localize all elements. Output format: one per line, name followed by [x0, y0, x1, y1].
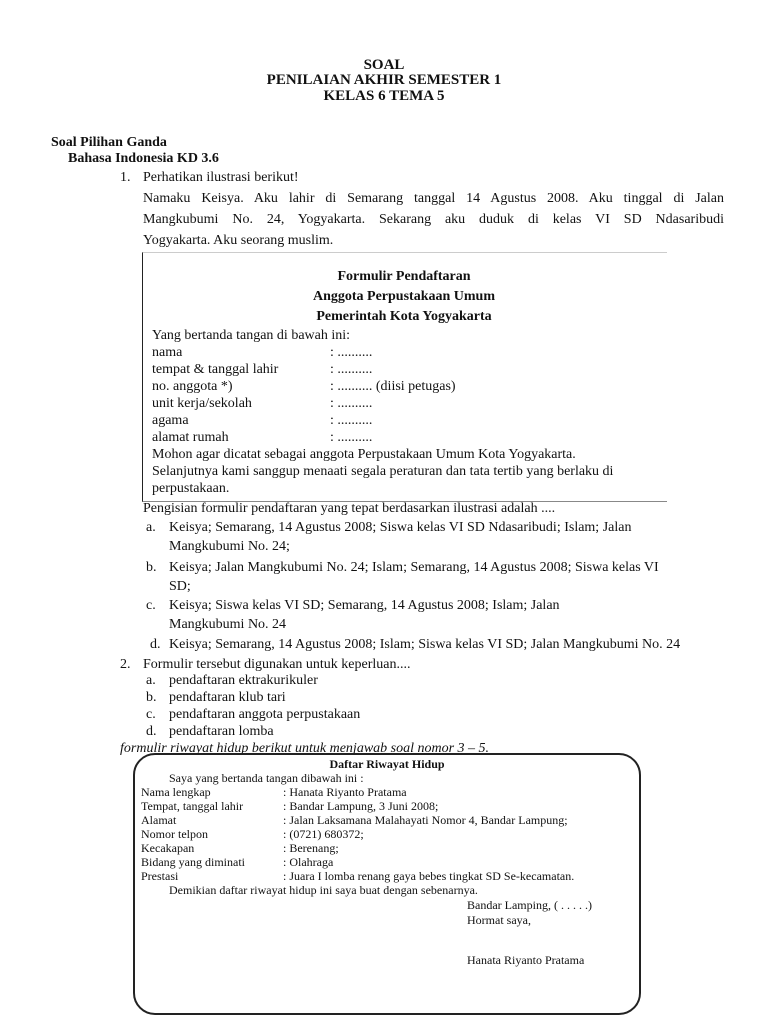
q2-number: 2. [120, 657, 131, 672]
option-text: Keisya; Jalan Mangkubumi No. 24; Islam; Semarang, 14 Agustus 2008; Siswa kelas VI [169, 560, 659, 575]
option-text: Keisya; Semarang, 14 Agustus 2008; Islam; Siswa kelas VI SD; Jalan Mangkubumi No. 24 [169, 637, 681, 652]
option-letter: a. [146, 520, 156, 535]
form-field-value: : .......... (diisi petugas) [330, 379, 456, 394]
form-closing: perpustakaan. [152, 481, 230, 496]
form-field-value: : .......... [330, 345, 373, 360]
cv-field-label: Alamat [141, 813, 177, 827]
cv-title: Daftar Riwayat Hidup [329, 757, 445, 771]
form-title: Anggota Perpustakaan Umum [312, 289, 495, 304]
option-text: SD; [169, 579, 191, 594]
doc-subtitle: PENILAIAN AKHIR SEMESTER 1 [266, 72, 502, 88]
option-letter: c. [146, 598, 156, 613]
form-field-label: nama [152, 345, 183, 360]
q2-question: Formulir tersebut digunakan untuk keperluan.... [143, 657, 411, 672]
option-text: Mangkubumi No. 24; [169, 539, 290, 554]
cv-field-value: : (0721) 680372; [283, 827, 364, 841]
cv-field-value: : Bandar Lampung, 3 Juni 2008; [283, 799, 439, 813]
instruction-note: formulir riwayat hidup berikut untuk menjawab soal nomor 3 – 5. [120, 741, 490, 756]
cv-place-date: Bandar Lamping, ( . . . . .) [467, 898, 592, 912]
option-letter: d. [150, 637, 161, 652]
form-title: Pemerintah Kota Yogyakarta [316, 309, 492, 324]
q1-passage-line: Namaku Keisya. Aku lahir di Semarang tanggal 14 Agustus 2008. Aku tinggal di Jalan [143, 191, 724, 206]
option-text: Mangkubumi No. 24 [169, 617, 287, 632]
form-field-label: unit kerja/sekolah [152, 396, 252, 411]
option-letter: c. [146, 707, 156, 722]
option-text: pendaftaran ektrakurikuler [169, 673, 318, 688]
section-subtitle: Bahasa Indonesia KD 3.6 [68, 151, 219, 166]
form-field-value: : .......... [330, 413, 373, 428]
cv-field-label: Kecakapan [141, 841, 195, 855]
cv-field-label: Nomor telpon [141, 827, 208, 841]
doc-class: KELAS 6 TEMA 5 [323, 88, 445, 104]
option-letter: d. [146, 724, 157, 739]
option-text: pendaftaran klub tari [169, 690, 286, 705]
cv-field-label: Nama lengkap [141, 785, 211, 799]
form-field-value: : .......... [330, 430, 373, 445]
cv-field-label: Prestasi [141, 869, 179, 883]
section-title: Soal Pilihan Ganda [51, 135, 167, 150]
option-text: pendaftaran lomba [169, 724, 274, 739]
cv-field-label: Tempat, tanggal lahir [141, 799, 244, 813]
cv-field-value: : Olahraga [283, 855, 334, 869]
q1-question: Pengisian formulir pendaftaran yang tepat berdasarkan ilustrasi adalah .... [143, 501, 556, 516]
form-field-value: : .......... [330, 396, 373, 411]
form-closing: Selanjutnya kami sanggup menaati segala peraturan dan tata tertib yang berlaku di [152, 464, 614, 479]
form-field-label: agama [152, 413, 189, 428]
option-text: Keisya; Siswa kelas VI SD; Semarang, 14 Agustus 2008; Islam; Jalan [169, 598, 560, 613]
q1-passage-line: Yogyakarta. Aku seorang muslim. [143, 233, 334, 248]
form-field-label: alamat rumah [152, 430, 229, 445]
cv-signature-name: Hanata Riyanto Pratama [467, 953, 585, 967]
form-intro: Yang bertanda tangan di bawah ini: [152, 328, 351, 343]
option-text: pendaftaran anggota perpustakaan [169, 707, 361, 722]
cv-regards: Hormat saya, [467, 913, 531, 927]
cv-field-value: : Juara I lomba renang gaya bebes tingkat SD Se-kecamatan. [283, 869, 575, 883]
cv-field-label: Bidang yang diminati [141, 855, 245, 869]
option-letter: b. [146, 690, 157, 705]
form-field-value: : .......... [330, 362, 373, 377]
form-field-label: tempat & tanggal lahir [152, 362, 279, 377]
option-letter: a. [146, 673, 156, 688]
q1-number: 1. [120, 170, 131, 185]
q1-prompt: Perhatikan ilustrasi berikut! [143, 170, 299, 185]
option-letter: b. [146, 560, 157, 575]
form-title: Formulir Pendaftaran [337, 269, 471, 284]
doc-title: SOAL [363, 57, 405, 73]
form-closing: Mohon agar dicatat sebagai anggota Perpustakaan Umum Kota Yogyakarta. [152, 447, 576, 462]
cv-intro: Saya yang bertanda tangan dibawah ini : [169, 771, 364, 785]
form-field-label: no. anggota *) [152, 379, 233, 394]
cv-field-value: : Hanata Riyanto Pratama [283, 785, 407, 799]
cv-field-value: : Berenang; [283, 841, 339, 855]
q1-passage-line: Mangkubumi No. 24, Yogyakarta. Sekarang aku duduk di kelas VI SD Ndasaribudi [143, 212, 724, 227]
cv-closing: Demikian daftar riwayat hidup ini saya buat dengan sebenarnya. [169, 883, 478, 897]
option-text: Keisya; Semarang, 14 Agustus 2008; Siswa kelas VI SD Ndasaribudi; Islam; Jalan [169, 520, 632, 535]
cv-field-value: : Jalan Laksamana Malahayati Nomor 4, Bandar Lampung; [283, 813, 568, 827]
